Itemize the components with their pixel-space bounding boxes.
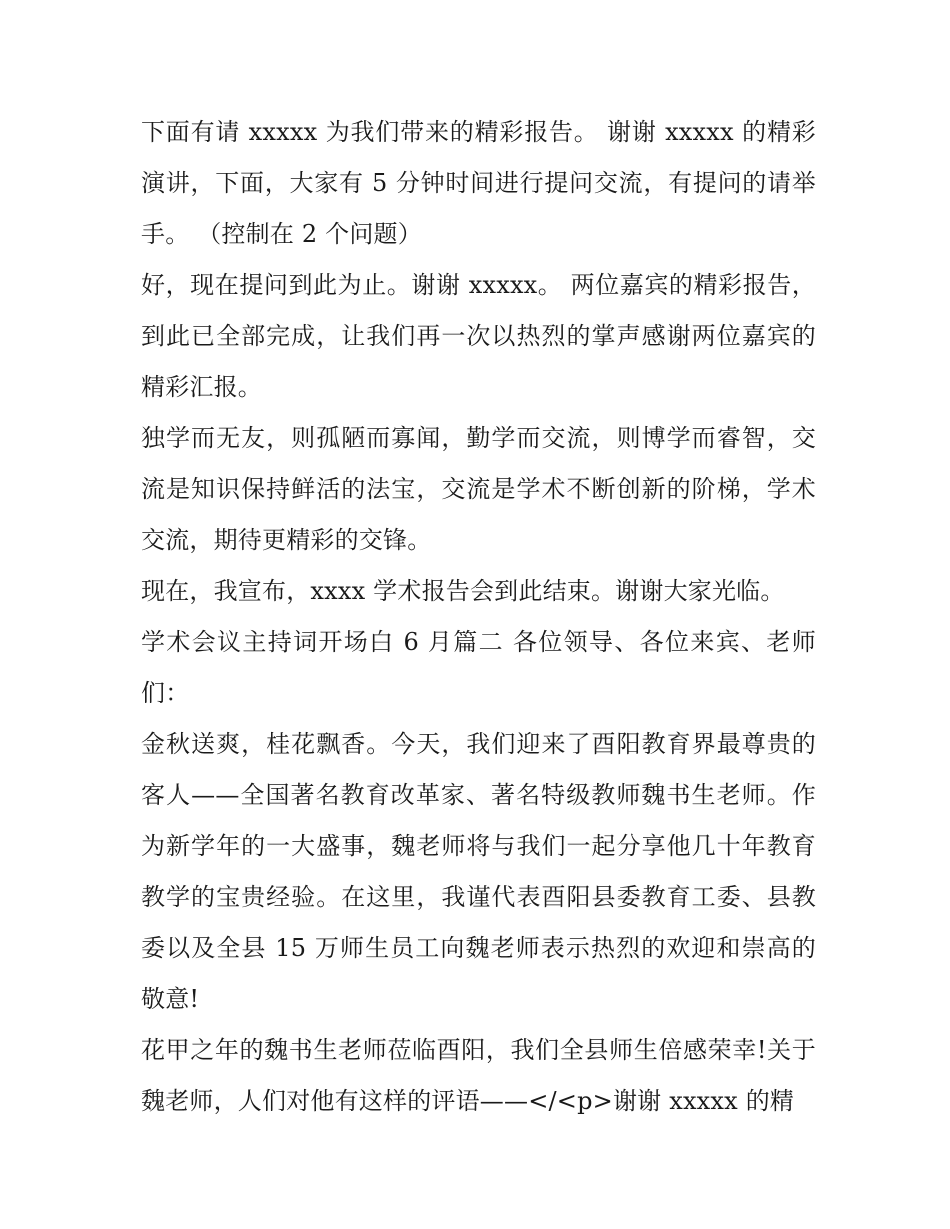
paragraph-introduction: 花甲之年的魏书生老师莅临酉阳，我们全县师生倍感荣幸!关于魏老师，人们对他有这样的评语——</<p>谢谢 xxxxx 的精 xyxy=(141,1036,816,1115)
document-body xyxy=(141,107,816,1127)
paragraph-conclusion: 现在，我宣布，xxxx 学术报告会到此结束。谢谢大家光临。 xyxy=(141,577,785,605)
paragraph-question-close: 好，现在提问到此为止。谢谢 xxxxx。 两位嘉宾的精彩报告，到此已全部完成，让我们再一次以热烈的掌声感谢两位嘉宾的精彩汇报。 xyxy=(141,271,816,401)
paragraph-section-heading: 学术会议主持词开场白 6 月篇二 各位领导、各位来宾、老师们： xyxy=(141,628,816,707)
paragraph-report-intro: 下面有请 xxxxx 为我们带来的精彩报告。 谢谢 xxxxx 的精彩演讲，下面，大家有 5 分钟时间进行提问交流，有提问的请举手。 （控制在 2 个问题） xyxy=(141,118,816,248)
paragraph-welcome: 金秋送爽，桂花飘香。今天，我们迎来了酉阳教育界最尊贵的客人——全国著名教育改革家、著名特级教师魏书生老师。作为新学年的一大盛事，魏老师将与我们一起分享他几十年教育教学的宝贵经验。在这里，我谨代表酉阳县委教育工委、县教委以及全县 15 万师生员工向魏老师表示热烈的欢迎和崇高的敬意! xyxy=(141,730,816,1013)
paragraph-exchange: 独学而无友，则孤陋而寡闻，勤学而交流，则博学而睿智，交流是知识保持鲜活的法宝，交流是学术不断创新的阶梯，学术交流，期待更精彩的交锋。 xyxy=(141,424,816,554)
